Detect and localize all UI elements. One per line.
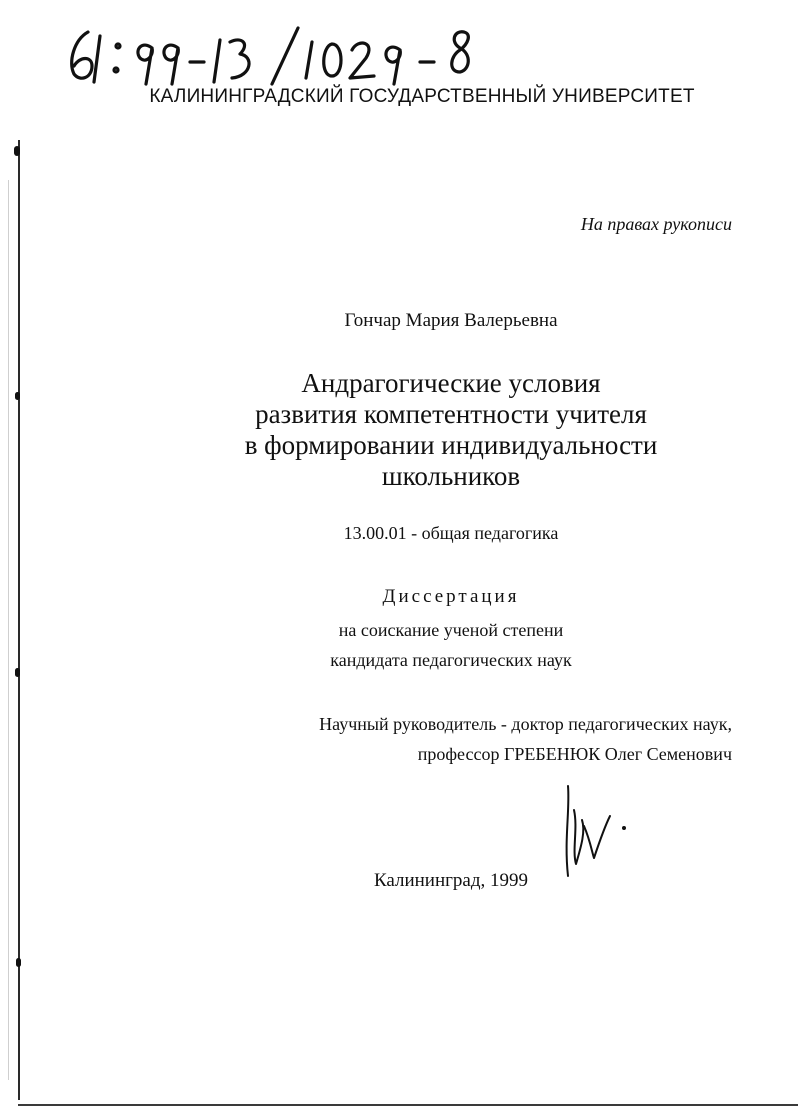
degree-line: на соискание ученой степени <box>338 620 564 640</box>
author-name: Гончар Мария Валерьевна <box>344 310 558 331</box>
degree-line: кандидата педагогических наук <box>330 650 572 670</box>
scan-edge-bottom <box>18 1104 798 1106</box>
dissertation-heading: Диссертация <box>382 586 520 607</box>
supervisor-line: профессор ГРЕБЕНЮК Олег Семенович <box>417 744 732 764</box>
title-line: Андрагогические условия <box>301 368 601 398</box>
handwritten-archive-code <box>60 18 490 88</box>
title-line: развития компетентности учителя <box>255 399 647 429</box>
university-name: КАЛИНИНГРАДСКИЙ ГОСУДАРСТВЕННЫЙ УНИВЕРСИТЕТ <box>149 86 695 107</box>
title-line: в формировании индивидуальности <box>244 430 658 460</box>
city-year: Калининград, 1999 <box>373 870 529 891</box>
archive-code-drawing <box>60 18 490 88</box>
specialty-code: 13.00.01 - общая педагогика <box>343 523 559 543</box>
supervisor-line: Научный руководитель - доктор педагогических наук, <box>319 714 732 734</box>
title-line: школьников <box>381 461 521 491</box>
rights-note: На правах рукописи <box>580 214 732 234</box>
dissertation-title <box>0 368 798 492</box>
binding-hole-mark <box>14 146 20 156</box>
binding-hole-mark <box>16 958 21 967</box>
